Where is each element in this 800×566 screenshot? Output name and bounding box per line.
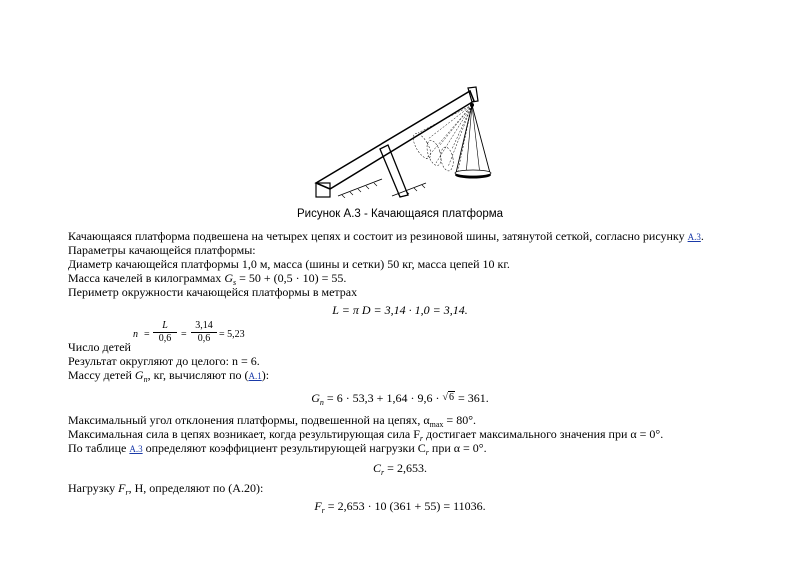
swing-platform-figure	[308, 83, 504, 198]
equation-n-eq1: =	[144, 329, 150, 340]
sqrt-symbol: √6	[442, 392, 454, 403]
paragraph-children-mass: Массу детей $G_n$, кг, вычисляют по (А.1):	[68, 368, 270, 384]
paragraph-description: Качающаяся платформа подвешена на четырех цепях и состоит из резиновой шины, затянутой сеткой, согласно рисунку А.3.	[68, 229, 704, 243]
paragraph-max-force: Максимальная сила в цепях возникает, когда результирующая сила $F_r$ достигает максимального значения при α = 0°.	[68, 427, 664, 443]
equation-children-mass: $G_n = 6 \cdot 53,3 + 1,64 \cdot 9,6 \cdot √6 = 361$.	[311, 391, 489, 407]
paragraph-perimeter: Периметр окружности качающейся платформы в метрах	[68, 285, 358, 299]
paragraph-diameter: Диаметр качающейся платформы 1,0 м, масса (шины и сетки) 50 кг, масса цепей 10 кг.	[68, 257, 510, 271]
equation-n-result: = 5,23	[219, 329, 245, 340]
paragraph-params-heading: Параметры качающейся платформы:	[68, 243, 256, 257]
paragraph-mass: Масса качелей в килограммах $G_s = 50 + (0,5 \cdot 10) = 55$.	[68, 271, 347, 287]
equation-load: $F_r = 2,653 \cdot 10$ (361 + 55) = 11036.	[314, 499, 486, 515]
equation-coefficient: $C_r = 2,653$.	[373, 461, 427, 477]
figure-caption: Рисунок А.3 - Качающаяся платформа	[296, 208, 504, 220]
table-link[interactable]: А.3	[129, 444, 143, 454]
formula-link[interactable]: А.1	[248, 371, 262, 381]
figure-link[interactable]: А.3	[687, 232, 701, 242]
paragraph-angle: Максимальный угол отклонения платформы, подвешенной на цепях, $\alpha_{max} = 80^\circ$.	[68, 413, 476, 429]
equation-perimeter: L = π D = 3,14 · 1,0 = 3,14.	[332, 303, 468, 317]
fraction-value: $\frac{3,14}{0,6}$	[191, 320, 217, 345]
paragraph-children: Число детей	[68, 340, 131, 354]
paragraph-load: Нагрузку $F_r$, Н, определяют по (А.20):	[68, 481, 264, 497]
paragraph-round: Результат округляют до целого: n = 6.	[68, 354, 260, 368]
fraction-l-over: $\frac{L}{0,6}$	[153, 320, 177, 345]
paragraph-table: По таблице А.3 определяют коэффициент результирующей нагрузки $C_r$ при α = 0°.	[68, 441, 487, 457]
equation-n-eq2: =	[181, 329, 187, 340]
equation-n-var: n	[133, 329, 138, 340]
